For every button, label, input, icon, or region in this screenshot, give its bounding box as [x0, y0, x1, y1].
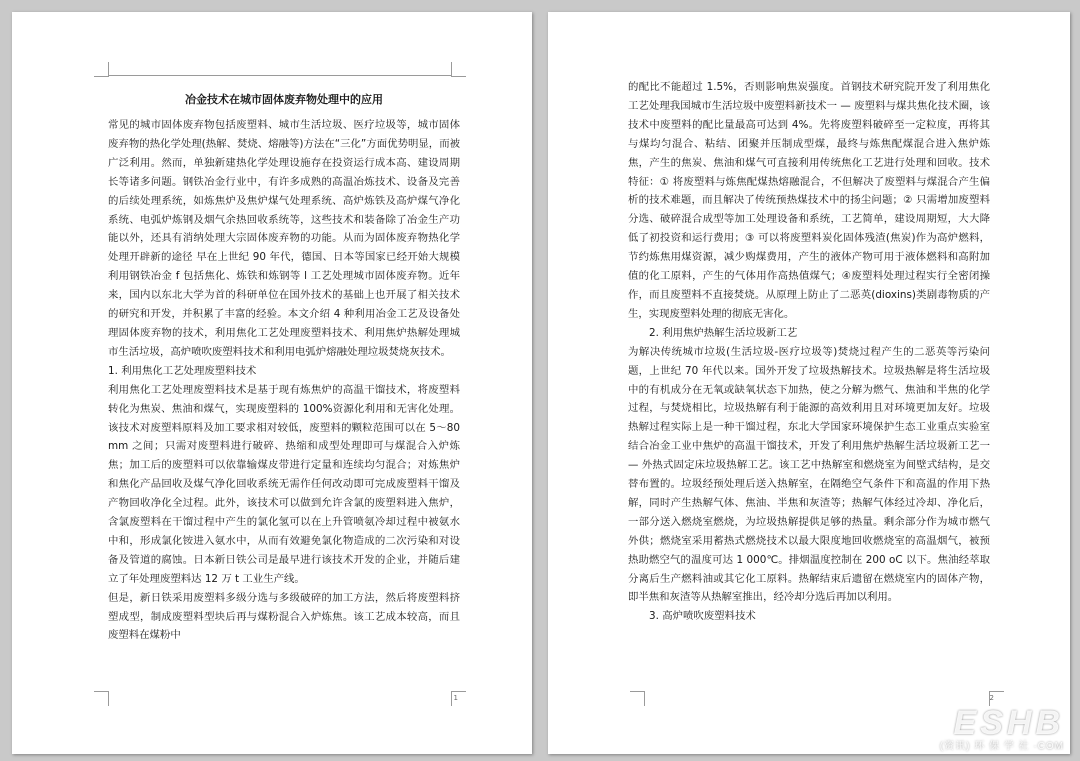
- paragraph: 为解决传统城市垃圾(生活垃圾-医疗垃圾等)焚烧过程产生的二恶英等污染问题，上世纪 70 年代以来。国外开发了垃圾热解技术。垃圾热解是将生活垃圾中的有机成分在无氧或缺氧状态下加热，使之分解为燃气、焦油和半焦的化学过程，与焚烧相比，垃圾热解有利于能源的高效利用且对环境更加友好。垃圾热解过程实际上是一种干馏过程，东北大学国家环境保护生态工业重点实验室结合冶金工业中焦炉的高温干馏技术，开发了利用焦炉热解生活垃圾新工艺一 — 外热式固定床垃圾热解工艺。该工艺中热解室和燃烧室为间壁式结构，是交替布置的。垃圾经预处理后送入热解室，在隔绝空气条件下和高温的作用下热解，同时产生热解气体、焦油、半焦和灰渣等；热解气体经过冷却、净化后，一部分送入燃烧室燃烧，为垃圾热解提供足够的热量。剩余部分作为城市燃气外供；燃烧室采用蓄热式燃烧技术以最大限度地回收燃烧室的高温烟气，被预热助燃空气的温度可达 1 000℃。排烟温度控制在 200 oC 以下。焦油经萃取分离后生产燃料油或其它化工原料。热解结束后遗留在燃烧室内的固体产物，即半焦和灰渣等从热解室推出，经冷却分选后再加以利用。: [628, 345, 990, 604]
- page-number: 1: [453, 694, 458, 702]
- margin-corner-mark: [630, 691, 645, 706]
- document-page-2[interactable]: [548, 12, 1070, 754]
- site-watermark: [940, 705, 1064, 753]
- watermark-site-text: (资讯) 环 保 学 社 ·COM: [939, 741, 1064, 752]
- section-heading: 1. 利用焦化工艺处理废塑料技术: [108, 364, 257, 377]
- header-rule: [108, 75, 452, 76]
- paragraph: 利用焦化工艺处理废塑料技术是基于现有炼焦炉的高温干馏技术，将废塑料转化为焦炭、焦油和煤气，实现废塑料的 100%资源化利用和无害化处理。该技术对废塑料原料及加工要求相对较低，废塑料的颗粒范围可以在 5～80 mm 之间；只需对废塑料进行破碎、热缩和成型处理即可与煤混合入炉炼焦；加工后的废塑料可以依靠输煤皮带进行定量和连续均匀混合；对炼焦炉和焦化产品回收及煤气净化回收系统无需作任何改动即可完成废塑料干馏及产物回收净化全过程。此外，该技术可以做到允许含氯的废塑料进入焦炉，含氯废塑料在干馏过程中产生的氯化氢可以在上升管喷氨冷却过程中被氨水中和，形成氯化铵进入氨水中，从而有效避免氯化物造成的二次污染和对设备及管道的腐蚀。日本新日铁公司是最早进行该技术开发的企业，并随后建立了年处理废塑料达 12 万 t 工业生产线。: [108, 383, 460, 585]
- document-page-1[interactable]: [12, 12, 532, 754]
- page-1-body[interactable]: [108, 90, 460, 645]
- margin-corner-mark: [94, 691, 109, 706]
- paragraph: 常见的城市固体废弃物包括废塑料、城市生活垃圾、医疗垃圾等，城市固体废弃物的热化学处理(热解、焚烧、熔融等)方法在“三化”方面优势明显，而被广泛利用。然而，单独新建热化学处理设施存在投资运行成本高、建设周期长等诸多问题。钢铁冶金行业中，有许多成熟的高温冶炼技术、设备及完善的后续处理系统，如炼焦炉及焦炉煤气处理系统、高炉炼铁及高炉煤气净化系统、电弧炉炼钢及烟气余热回收系统等，这些技术和装备除了冶金生产功能以外，还具有消纳处理大宗固体废弃物的功能。从而为固体废弃物热化学处理开辟新的途径 早在上世纪 90 年代，德国、日本等国家已经开始大规模利用钢铁冶金 f 包括焦化、炼铁和炼钢等 l 工艺处理城市固体废弃物。近年来，国内以东北大学为首的科研单位在国外技术的基础上也开展了相关技术的研究和开发，并积累了丰富的经验。本文介绍 4 种利用冶金工艺及设备处理固体废弃物的技术，利用焦化工艺处理废塑料技术、利用焦炉热解处理城市生活垃圾，高炉喷吹废塑料技术和利用电弧炉熔融处理垃圾焚烧灰技术。: [108, 119, 460, 358]
- section-heading: 2. 利用焦炉热解生活垃圾新工艺: [649, 326, 798, 339]
- margin-corner-mark: [451, 62, 466, 77]
- watermark-logo: ESHB: [953, 704, 1064, 742]
- section-heading: 3. 高炉喷吹废塑料技术: [649, 610, 756, 623]
- page-2-body[interactable]: [628, 78, 990, 626]
- margin-corner-mark: [94, 62, 109, 77]
- document-title: 冶金技术在城市固体废弃物处理中的应用: [185, 93, 383, 106]
- paragraph: 的配比不能超过 1.5%，否则影响焦炭强度。首钢技术研究院开发了利用焦化工艺处理我国城市生活垃圾中废塑料新技术一 — 废塑料与煤共焦化技术圈，该技术中废塑料的配比量最高可达到 4%。先将废塑料破碎至一定粒度，再将其与煤均匀混合、粘结、团聚并压制成型煤，最终与炼焦配煤混合进入焦炉炼焦，产生的焦炭、焦油和煤气可直接利用传统焦化工艺进行处理和回收。技术特征：① 将废塑料与炼焦配煤热熔融混合，不但解决了废塑料与煤混合产生偏析的技术难题，而且解决了传统预热煤技术中的扬尘问题；② 只需增加废塑料分选、破碎混合成型等加工处理设备和系统，工艺简单，建设周期短，大大降低了初投资和运行费用；③ 可以将废塑料炭化固体残渣(焦炭)作为高炉燃料，节约炼焦用煤资源，减少购煤费用，产生的液体产物可用于液体燃料和高附加值的化工原料，产生的气体用作高热值煤气；④废塑料处理过程实行全密闭操作，而且废塑料不直接焚烧。从原理上防止了二恶英(dioxins)类剧毒物质的产生，实现废塑料处理的彻底无害化。: [628, 81, 990, 320]
- paragraph: 但是，新日铁采用废塑料多级分选与多级破碎的加工方法，然后将废塑料挤塑成型，制成废塑料型块后再与煤粉混合入炉炼焦。该工艺成本较高，而且废塑料在煤粉中: [108, 591, 460, 642]
- page-number: 2: [989, 694, 994, 702]
